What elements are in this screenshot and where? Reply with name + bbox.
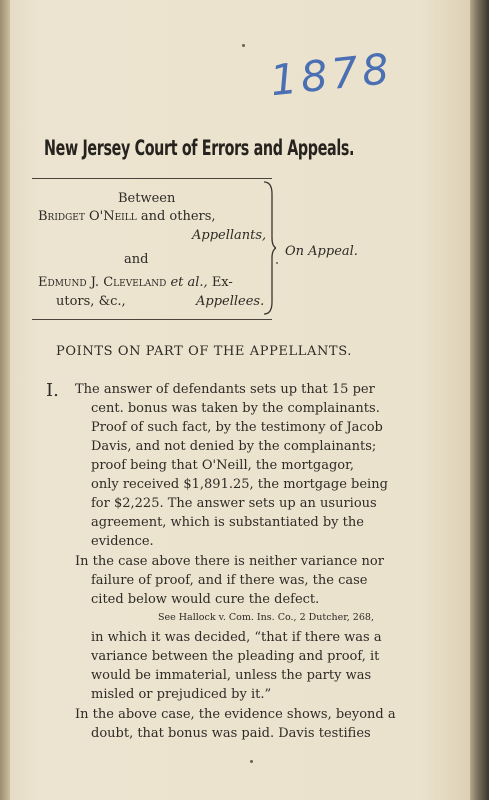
body-line: The answer of defendants sets up that 15 per — [75, 382, 375, 397]
between-label: Between — [118, 191, 176, 206]
body-line: Davis, and not denied by the complainants; — [91, 439, 377, 454]
party1-name: Bridget O'Neill — [38, 209, 137, 224]
on-appeal-label: On Appeal. — [285, 244, 358, 259]
body-line: variance between the pleading and proof, it — [91, 649, 380, 664]
caption-brace — [262, 180, 276, 316]
party1-line — [38, 209, 216, 224]
party1-rest: and others, — [136, 209, 216, 224]
body-line: cited below would cure the defect. — [91, 592, 320, 607]
body-line: cent. bonus was taken by the complainants. — [91, 401, 380, 416]
paper-speck — [250, 760, 253, 763]
party2-rest: Ex- — [207, 275, 233, 290]
party2-role: Appellees. — [196, 294, 265, 309]
party2-etal: et al., — [166, 275, 208, 290]
body-line: misled or prejudiced by it.” — [91, 687, 272, 702]
page-edge — [470, 0, 489, 800]
case-caption — [32, 178, 272, 320]
points-heading: POINTS ON PART OF THE APPELLANTS. — [56, 344, 352, 359]
paper-speck — [276, 262, 278, 264]
body-line: would be immaterial, unless the party was — [91, 668, 372, 683]
party2-line2: utors, &c., — [56, 294, 126, 309]
and-label: and — [124, 252, 149, 267]
body-line: only received $1,891.25, the mortgage being — [91, 477, 388, 492]
court-title: New Jersey Court of Errors and Appeals. — [44, 136, 355, 160]
party2-line — [38, 275, 233, 290]
body-line: evidence. — [91, 534, 154, 549]
body-line: for $2,225. The answer sets up an usurious — [91, 496, 377, 511]
party2-name: Edmund J. Cleveland — [38, 275, 167, 290]
party1-role: Appellants, — [192, 228, 267, 243]
citation-line: See Hallock v. Com. Ins. Co., 2 Dutcher, 268, — [158, 612, 374, 623]
section-numeral: I. — [46, 380, 59, 401]
handwritten-year: 1878 — [267, 43, 396, 106]
page-binding — [0, 0, 10, 800]
body-line: Proof of such fact, by the testimony of Jacob — [91, 420, 383, 435]
body-line: failure of proof, and if there was, the case — [91, 573, 368, 588]
body-line: in which it was decided, “that if there was a — [91, 630, 382, 645]
paper-speck — [242, 44, 245, 47]
body-line: agreement, which is substantiated by the — [91, 515, 364, 530]
body-line: doubt, that bonus was paid. Davis testifies — [91, 726, 371, 741]
body-line: proof being that O'Neill, the mortgagor, — [91, 458, 355, 473]
body-line: In the case above there is neither variance nor — [75, 554, 384, 569]
body-line: In the above case, the evidence shows, beyond a — [75, 707, 396, 722]
